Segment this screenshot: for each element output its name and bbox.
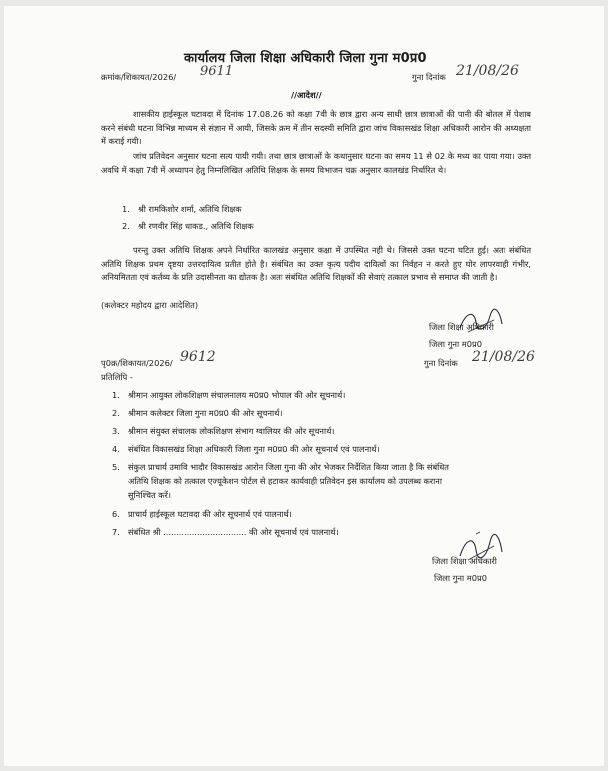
list-item: 2. श्री रणवीर सिंह धाकड., अतिथि शिक्षक (122, 221, 254, 231)
document-page (4, 6, 604, 766)
list-item-continuation: अतिथि शिक्षक को तत्काल एज्यूकेशन पोर्टल से हटाकर कार्यवाही प्रतिवेदन इस कार्यालय को उपलब्ध कराना (128, 476, 442, 486)
list-item: 3. श्रीमान संयुक्त संचालक लोकशिक्षण संभाग ग्वालियर की ओर सूचनार्थ। (112, 426, 335, 436)
date-label: गुना दिनांक (412, 72, 446, 82)
list-item: 5. संकुल प्राचार्य उमावि भादौर विकासखंड आरोन जिला गुना की ओर भेजकर निर्देशित किया जाता है कि संबंधित (112, 462, 449, 472)
paragraph-action: परन्तु उक्त अतिथि शिक्षक अपने निर्धारित कालखंड अनुसार कक्षा में उपस्थित नही थे। जिससे उक्त घटना घटित हुई। अतः संबंधित अतिथि शिक्षक प्रथम दृष्टया उत्तरदायित्व प्रतीत होते है। संबंधित का उक्त कृत्य पदीय दायित्वों का निर्वहन न करते हुए घोर लापरवाही गंभीर, अनियमितता एवं कर्तव्य के प्रति उदासीनता का द्योतक है। अतः संबंधित अतिथि शिक्षकों की सेवाएं तत्काल प्रभाव से समाप्त की जाती है। (101, 245, 531, 283)
signatory-office: जिला गुना म0प्र0 (434, 573, 488, 583)
office-title: कार्यालय जिला शिक्षा अधिकारी जिला गुना म0प्र0 (184, 51, 427, 66)
list-item: 1. श्री रामकिशोर शर्मा, अतिथि शिक्षक (122, 204, 242, 214)
signatory-office: जिला गुना म0प्र0 (429, 339, 483, 349)
endorsement-ref-number-handwritten: 9612 (180, 349, 216, 365)
list-item: 6. प्राचार्य हाईस्कूल घटावदा की ओर सूचनार्थ एवं पालनार्थ। (112, 509, 292, 519)
list-item: 4. संबंधित विकासखंड शिक्षा अधिकारी जिला गुना म0प्र0 की ओर सूचनार्थ एवं पालनार्थ। (112, 444, 380, 454)
list-item: 7. संबंधित श्री ................................ की ओर सूचनार्थ एवं पालनार्थ। (112, 527, 339, 537)
ref-number-handwritten: 9611 (200, 64, 234, 79)
paragraph-inquiry: जांच प्रतिवेदन अनुसार घटना सत्य पायी गयी। तथा छात्र छात्राओं के कथानुसार घटना का समय 11 से 02 के मध्य का पाया गया। उक्त अवधि में कक्षा 7वी में अध्यापन हेतु निम्नलिखित अतिथि शिक्षक के समय विभाजन चक्र अनुसार कालखंड निर्धारित थे। (101, 151, 531, 175)
date-handwritten: 21/08/26 (456, 63, 519, 79)
endorsement-date-handwritten: 21/08/26 (472, 349, 535, 365)
list-item-continuation: सुनिश्चित करें। (128, 490, 172, 500)
list-item: 1. श्रीमान आयुक्त लोकशिक्षण संचालनालय म0प्र0 भोपाल की ओर सूचनार्थ। (112, 390, 346, 400)
ref-label: क्रमांक/शिकायत/2026/ (101, 72, 177, 82)
collector-note: (कलेक्टर महोदय द्वारा आदेशित) (101, 300, 199, 310)
order-heading: //आदेश// (291, 90, 322, 100)
endorsement-date-label: गुना दिनांक (424, 358, 458, 368)
copy-to-label: प्रतिलिपि - (101, 372, 133, 382)
signatory-title: जिला शिक्षा अधिकारी (429, 322, 494, 332)
endorsement-ref-label: पृ0क्र/शिकायत/2026/ (101, 358, 173, 368)
signatory-title: जिला शिक्षा अधिकारी (432, 556, 497, 566)
paragraph-incident: शासकीय हाईस्कूल घटावदा में दिनांक 17.08.26 को कक्षा 7वी के छात्र द्वारा अन्य साथी छात्र छात्राओं की पानी की बोतल में पेशाब करने संबंधी घटना विभिन्न माध्यम से संज्ञान में आयी, जिसके क्रम में तीन सदस्यी समिति द्वारा जांच विकासखंड शिक्षा अधिकारी आरोन की अध्यक्षता में कराई गयी। (101, 109, 531, 147)
list-item: 2. श्रीमान कलेक्टर जिला गुना म0प्र0 की ओर सूचनार्थ। (112, 408, 283, 418)
